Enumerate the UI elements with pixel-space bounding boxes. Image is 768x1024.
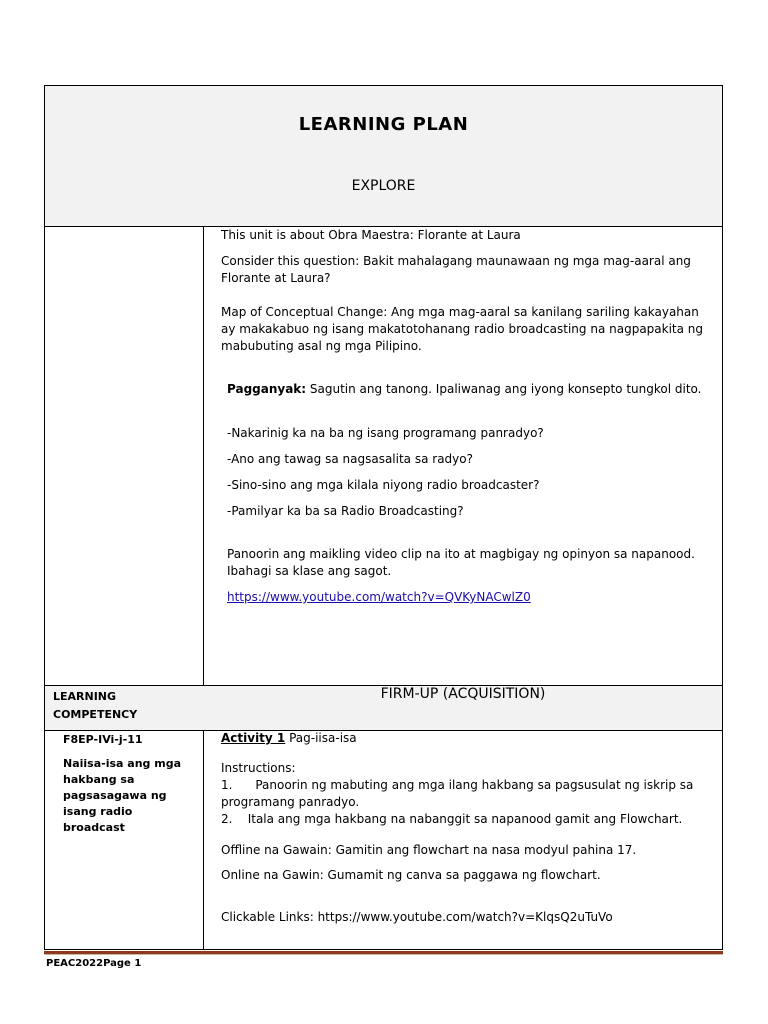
section-subtitle: EXPLORE (351, 178, 416, 194)
guiding-question: Consider this question: Bakit mahalagang maunawaan ng mga mag-aaral ang Florante at Laura? (221, 254, 691, 285)
video-instruction: Panoorin ang maikling video clip na ito at magbigay ng opinyon sa napanood. Ibahagi sa klase ang sagot. (227, 547, 695, 578)
pagganyak-text: Sagutin ang tanong. Ipaliwanag ang iyong konsepto tungkol dito. (306, 382, 702, 396)
firmup-title: FIRM-UP (ACQUISITION) (380, 686, 546, 702)
activity-title: Pag-iisa-isa (285, 731, 357, 745)
instruction-item: 1. Panoorin ng mabuting ang mga ilang hakbang sa pagsusulat ng iskrip sa programang panradyo. (221, 778, 698, 809)
online-task: Online na Gawin: Gumamit ng canva sa paggawa ng flowchart. (221, 868, 601, 882)
pagganyak (221, 381, 711, 398)
page-number: 1 (134, 958, 142, 969)
competency-label: LEARNING COMPETENCY (53, 690, 138, 721)
competency-description: Naiisa-isa ang mga hakbang sa pagsasagawa ng isang radio broadcast (63, 757, 181, 834)
explore-content (221, 226, 711, 606)
instruction-item: 2. Itala ang mga hakbang na nabanggit sa napanood gamit ang Flowchart. (221, 812, 683, 826)
page-title: LEARNING PLAN (298, 114, 469, 135)
header-cell (45, 86, 722, 227)
question-item: -Pamilyar ka ba sa Radio Broadcasting? (227, 504, 464, 518)
learning-plan-table (44, 85, 723, 950)
question-item: -Nakarinig ka na ba ng isang programang panradyo? (227, 426, 544, 440)
question-item: -Sino-sino ang mga kilala niyong radio broadcaster? (227, 478, 540, 492)
clickable-links[interactable]: Clickable Links: https://www.youtube.com/watch?v=KlqsQ2uTuVo (221, 910, 613, 924)
footer-label: PEAC2022Page (46, 958, 135, 969)
activity-content (221, 729, 711, 926)
column-divider (203, 226, 204, 949)
firmup-header-cell (204, 686, 722, 730)
instructions-label: Instructions: (221, 761, 296, 775)
competency-cell (63, 729, 193, 836)
unit-intro: This unit is about Obra Maestra: Florante at Laura (221, 228, 521, 242)
question-item: -Ano ang tawag sa nagsasalita sa radyo? (227, 452, 473, 466)
offline-task: Offline na Gawain: Gamitin ang flowchart na nasa modyul pahina 17. (221, 843, 637, 857)
video-link[interactable]: https://www.youtube.com/watch?v=QVKyNACwlZ0 (227, 590, 531, 604)
activity-heading (221, 730, 711, 747)
pagganyak-label: Pagganyak: (227, 382, 307, 396)
footer-rule (44, 951, 723, 955)
page-footer (46, 958, 141, 969)
activity-label: Activity 1 (221, 731, 286, 745)
firmup-header-row (45, 685, 722, 731)
competency-code: F8EP-IVi-j-11 (63, 733, 143, 746)
conceptual-change-map: Map of Conceptual Change: Ang mga mag-aaral sa kanilang sariling kakayahan ay makakabuo ng isang makatotohanang radio broadcasting na nagpapakita ng mabubuting asal ng mga Pilipino. (221, 305, 704, 353)
